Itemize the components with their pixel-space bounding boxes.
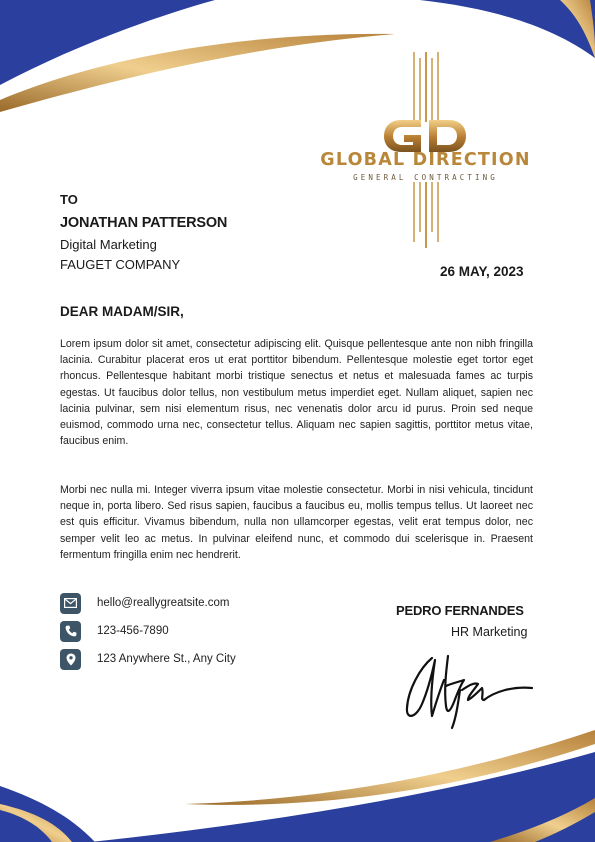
contact-email[interactable]: hello@reallygreatsite.com bbox=[97, 597, 230, 609]
to-label: TO bbox=[60, 192, 78, 207]
company-logo bbox=[318, 52, 533, 248]
body-paragraph-2: Morbi nec nulla mi. Integer viverra ipsum vitae molestie consectetur. Morbi in nisi vehicula, tincidunt neque in, porta libero. Sed risus sapien, faucibus a faucibus eu, mollis tempus tellus. Ut laoreet nec est quis efficitur. Vivamus bibendum, nulla non ullamcorper egestas, velit erat tempus dolor, nec semper velit leo ac metus. In pulvinar eleifend nunc, et commodo dui scelerisque in. Praesent fermentum fringilla enim nec hendrerit. bbox=[60, 484, 533, 561]
recipient-department: Digital Marketing bbox=[60, 237, 157, 252]
body-paragraph-1: Lorem ipsum dolor sit amet, consectetur adipiscing elit. Quisque pellentesque ante non nibh fringilla lacinia. Curabitur placerat eros ut erat porttitor bibendum. Pellentesque molestie eget tortor eget rhoncus. Pellentesque habitant morbi tristique senectus et netus et malesuada fames ac turpis egestas. Ut faucibus dolor tellus, non vestibulum metus imperdiet eget. Nullam aliquet, sapien nec lacinia pulvinar, sem nisi elementum risus, nec venenatis dolor arcu id purus. Proin sed neque euismod, commodo urna nec, consectetur tellus. Aliquam nec sapien sagittis, porttitor metus vitae, faucibus enim. bbox=[60, 338, 533, 448]
recipient-name: JONATHAN PATTERSON bbox=[60, 215, 228, 231]
contact-address-row bbox=[60, 648, 236, 670]
mail-icon bbox=[60, 593, 81, 614]
contact-phone-row bbox=[60, 620, 169, 642]
salutation: DEAR MADAM/SIR, bbox=[60, 304, 184, 319]
letter-date: 26 MAY, 2023 bbox=[440, 264, 524, 279]
contact-address: 123 Anywhere St., Any City bbox=[97, 653, 236, 665]
logo-tagline: GENERAL CONTRACTING bbox=[353, 173, 498, 182]
logo-company-name: GLOBAL DIRECTION bbox=[320, 150, 531, 170]
contact-phone[interactable]: 123-456-7890 bbox=[97, 625, 169, 637]
phone-icon bbox=[60, 621, 81, 642]
recipient-company: FAUGET COMPANY bbox=[60, 257, 181, 272]
sender-name: PEDRO FERNANDES bbox=[396, 603, 524, 618]
location-pin-icon bbox=[60, 649, 81, 670]
sender-title: HR Marketing bbox=[451, 625, 528, 639]
contact-email-row bbox=[60, 592, 229, 614]
bottom-swoosh-decoration bbox=[0, 712, 595, 842]
